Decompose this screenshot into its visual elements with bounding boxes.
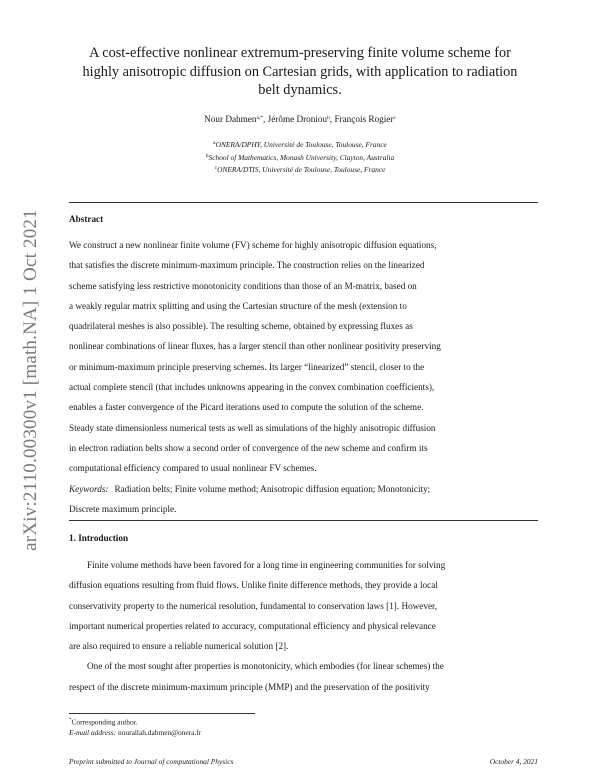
intro-line: are also required to ensure a reliable numerical solution [2]. — [69, 641, 289, 652]
intro-line: important numerical properties related to accuracy, computational efficiency and physical relevance — [69, 620, 436, 631]
title-line: belt dynamics. — [258, 82, 342, 98]
abstract-top-rule — [69, 202, 538, 203]
introduction-body — [69, 555, 539, 697]
abstract-body — [69, 235, 539, 519]
footnote-email: E-mail address: nourallah.dahmen@onera.fr — [69, 728, 202, 738]
intro-line: diffusion equations resulting from fluid flows. Unlike finite difference methods, they provide a local — [69, 580, 438, 591]
abstract-line: actual complete stencil (that includes unknowns appearing in the convex combination coefficients), — [69, 382, 435, 393]
affiliations — [0, 138, 600, 176]
abstract-line: quadrilateral meshes is also possible). The resulting scheme, obtained by expressing fluxes as — [69, 321, 413, 332]
arxiv-identifier-text: arXiv:2110.00300v1 [math.NA] 1 Oct 2021 — [20, 209, 41, 551]
keywords-text: Radiation belts; Finite volume method; Anisotropic diffusion equation; Monotonicity; — [114, 483, 431, 494]
author-list: Nour Dahmen$^{a,*}$, Jérôme Droniou$^b$, François Rogier$^c$ — [204, 114, 396, 124]
abstract-line: in electron radiation belts show a second order of convergence of the new scheme and confirm its — [69, 442, 428, 453]
affiliation-line: $^a$ONERA/DPHY, Université de Toulouse, Toulouse, France — [213, 140, 387, 149]
intro-line: respect of the discrete minimum-maximum principle (MMP) and the preservation of the positivity — [69, 681, 430, 692]
abstract-line: We construct a new nonlinear finite volume (FV) scheme for highly anisotropic diffusion equations, — [69, 240, 437, 250]
intro-line: conservativity property to the numerical resolution, fundamental to conservation laws [1]. However, — [69, 600, 438, 611]
author-sup: a,* — [256, 115, 264, 121]
abstract-line: that satisfies the discrete minimum-maximum principle. The construction relies on the linearized — [69, 260, 425, 271]
affiliation-line: $^b$School of Mathematics, Monash University, Clayton, Australia — [205, 152, 395, 162]
author-name: Nour Dahmen — [204, 114, 257, 124]
affiliation-line: $^c$ONERA/DTIS, Université de Toulouse, Toulouse, France — [214, 165, 386, 174]
intro-line: One of the most sought after properties is monotonicity, which embodies (for linear schemes) the — [87, 661, 444, 672]
footnote-rule — [69, 713, 255, 714]
abstract-line: Steady state dimensionless numerical tests as well as simulations of the highly anisotropic diffusion — [69, 422, 436, 433]
abstract-line: a weakly regular matrix splitting and using the Cartesian structure of the mesh (extension to — [69, 300, 407, 311]
keywords — [69, 479, 539, 499]
abstract-bottom-rule — [69, 520, 538, 521]
section-heading-introduction: 1. Introduction — [69, 533, 129, 543]
title-line: highly anisotropic diffusion on Cartesian grids, with application to radiation — [82, 63, 518, 80]
author-sup: b — [327, 115, 330, 121]
abstract-line: computational efficiency compared to usual nonlinear FV schemes. — [69, 463, 317, 474]
page-footer — [69, 757, 538, 766]
footnote — [69, 715, 201, 738]
arxiv-identifier — [16, 200, 46, 560]
title-line: A cost-effective nonlinear extremum-preserving finite volume scheme for — [89, 45, 511, 61]
abstract-line: scheme satisfying less restrictive monotonicity conditions than those of an M-matrix, based on — [69, 280, 417, 291]
keywords-continued: Discrete maximum principle. — [69, 503, 177, 514]
footer-date: October 4, 2021 — [489, 757, 538, 766]
intro-line: Finite volume methods have been favored for a long time in engineering communities for solving — [87, 560, 446, 570]
abstract-line: or minimum-maximum principle preserving schemes. Its larger “linearized” stencil, closer to the — [69, 361, 425, 372]
abstract-line: enables a faster convergence of the Picard iterations used to compute the solution of the scheme. — [69, 402, 424, 413]
paper-title — [60, 44, 540, 100]
author-name: Jérôme Droniou — [267, 114, 328, 124]
author-sup: c — [393, 115, 396, 121]
abstract-heading: Abstract — [69, 214, 104, 224]
footer-preprint: Preprint submitted to Journal of computational Physics — [69, 757, 234, 766]
author-name: François Rogier — [334, 114, 394, 124]
footnote-corresponding: *Corresponding author. — [69, 717, 138, 727]
abstract-line: nonlinear combinations of linear fluxes, has a larger stencil than other nonlinear positivity preserving — [69, 341, 441, 352]
keywords-label: Keywords: — [69, 483, 109, 494]
